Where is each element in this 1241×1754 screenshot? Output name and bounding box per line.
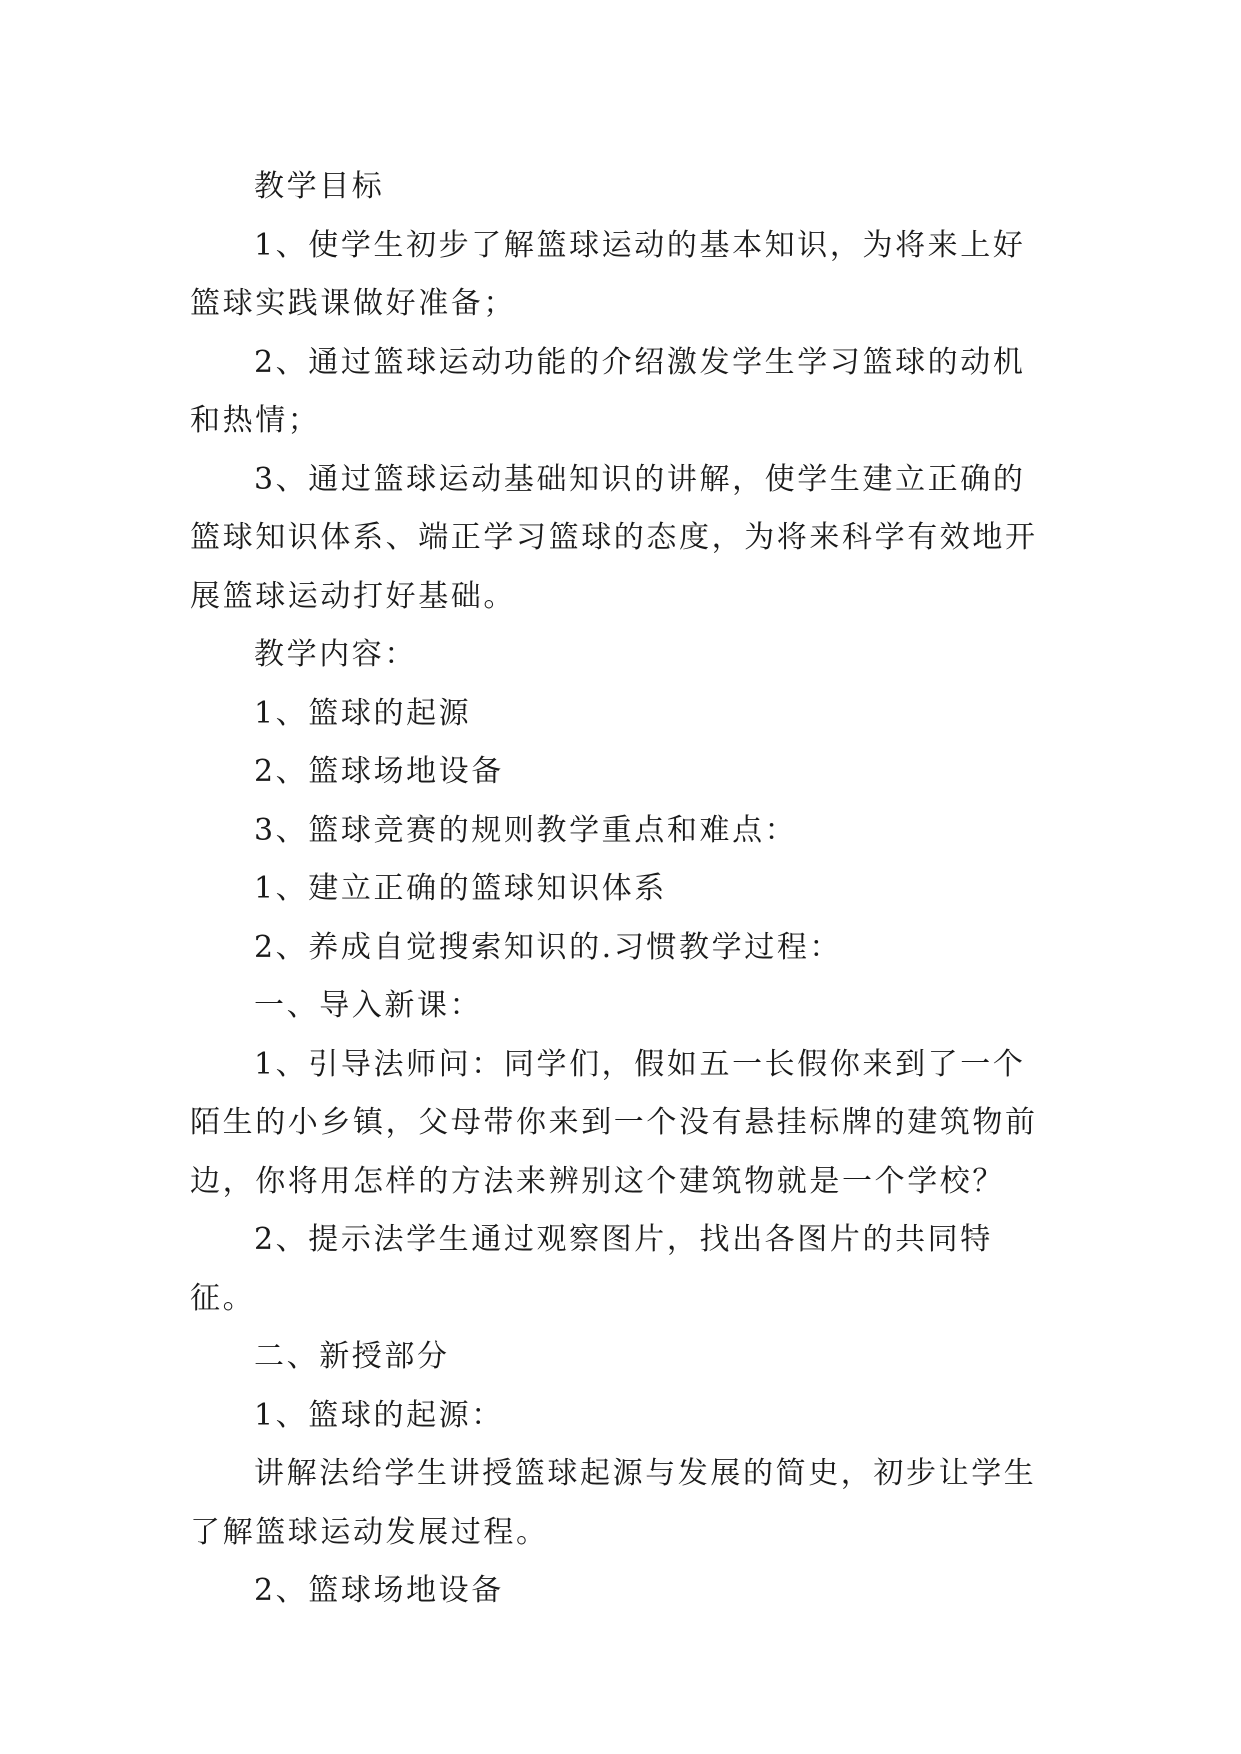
goal-item-2: 2、通过篮球运动功能的介绍激发学生学习篮球的动机和热情； [190, 344, 1026, 438]
section-heading-teaching-content: 教学内容： [254, 637, 417, 672]
document-body [190, 158, 1050, 1621]
lesson-item-2: 2、篮球场地设备 [254, 1573, 504, 1608]
section-heading-teaching-goals: 教学目标 [254, 169, 385, 204]
key-point-item-1: 1、建立正确的篮球知识体系 [254, 871, 667, 906]
section-heading-new-lesson: 二、新授部分 [254, 1339, 450, 1374]
goal-item-1: 1、使学生初步了解篮球运动的基本知识，为将来上好篮球实践课做好准备； [190, 227, 1026, 321]
intro-item-2: 2、提示法学生通过观察图片，找出各图片的共同特征。 [190, 1222, 993, 1316]
content-item-2: 2、篮球场地设备 [254, 754, 504, 789]
lesson-item-1: 1、篮球的起源： [254, 1397, 504, 1433]
section-heading-introduction: 一、导入新课： [254, 988, 483, 1023]
lesson-item-1-detail: 讲解法给学生讲授篮球起源与发展的简史，初步让学生了解篮球运动发展过程。 [190, 1456, 1037, 1550]
intro-item-1: 1、引导法师问：同学们，假如五一长假你来到了一个陌生的小乡镇，父母带你来到一个没有悬挂标牌的建筑物前边，你将用怎样的方法来辨别这个建筑物就是一个学校？ [190, 1046, 1038, 1199]
goal-item-3: 3、通过篮球运动基础知识的讲解，使学生建立正确的篮球知识体系、端正学习篮球的态度，为将来科学有效地开展篮球运动打好基础。 [190, 461, 1038, 614]
content-item-1: 1、篮球的起源 [254, 695, 472, 731]
key-point-item-2: 2、养成自觉搜索知识的.习惯教学过程： [254, 929, 843, 965]
content-item-3: 3、篮球竞赛的规则教学重点和难点： [254, 812, 798, 848]
